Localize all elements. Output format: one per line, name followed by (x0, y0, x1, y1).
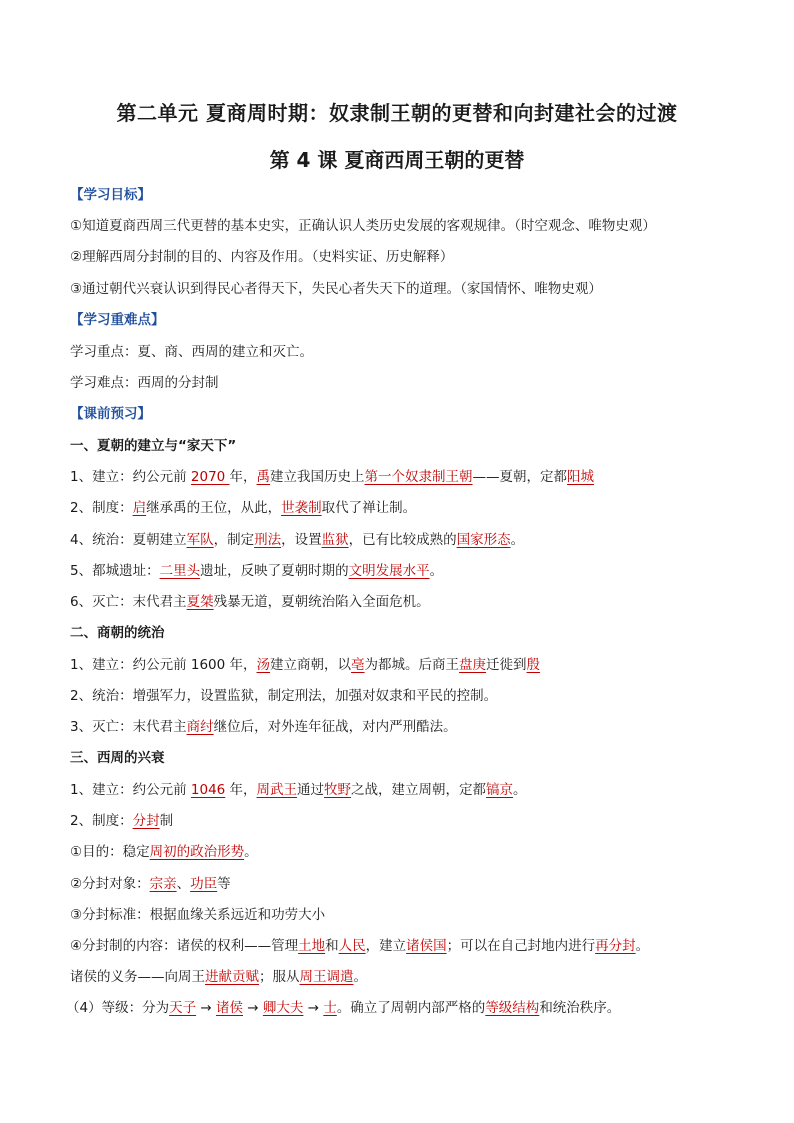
text-segment: （4）等级：分为 (66, 1000, 170, 1016)
text-segment: ④分封制的内容：诸侯的权利——管理 (70, 938, 299, 954)
zhou-heading: 三、西周的兴衰 (70, 750, 165, 766)
fill-blank: 人民 (338, 938, 366, 954)
xia-line-4 (70, 561, 443, 581)
key-difficulty: 学习难点：西周的分封制 (70, 375, 219, 391)
arrow-icon: → (303, 1000, 324, 1016)
text-segment: 继承禹的王位，从此， (146, 500, 282, 516)
xia-line-3 (70, 530, 524, 550)
fill-blank: 启 (132, 500, 147, 516)
shang-heading: 二、商朝的统治 (70, 625, 165, 641)
xia-line-2 (70, 498, 416, 518)
fill-blank: 诸侯 (216, 1000, 243, 1016)
text-segment: 建立我国历史上 (270, 469, 365, 485)
zhou-line-4 (70, 874, 231, 894)
text-segment: 。 (635, 938, 650, 954)
text-segment: ；服从 (259, 969, 300, 985)
text-segment: 通过 (297, 782, 325, 798)
fill-blank: 土地 (298, 938, 326, 954)
text-segment: 残暴无道，夏朝统治陷入全面危机。 (213, 594, 430, 610)
text-segment: ——夏朝，定都 (472, 469, 568, 485)
text-segment: 之战，建立周朝，定都 (351, 782, 487, 798)
key-points-heading: 【学习重难点】 (70, 312, 165, 328)
xia-heading: 一、夏朝的建立与“家天下” (70, 438, 237, 454)
fill-blank: 汤 (256, 657, 271, 673)
text-segment: 1、建立：约公元前 1600 年， (70, 657, 257, 673)
fill-blank: 亳 (351, 657, 365, 673)
fill-blank: 刑法 (254, 532, 282, 548)
text-segment: 迁徙到 (486, 657, 527, 673)
fill-blank: 诸侯国 (406, 938, 447, 954)
shang-line-2: 2、统治：增强军力，设置监狱，制定刑法，加强对奴隶和平民的控制。 (70, 688, 498, 704)
fill-blank: 2070 (190, 469, 230, 485)
text-segment: 等 (217, 876, 231, 892)
unit-title: 第二单元 夏商周时期：奴隶制王朝的更替和向封建社会的过渡 (116, 101, 678, 125)
fill-blank: 士 (323, 1000, 337, 1016)
text-segment: 和 (325, 938, 339, 954)
fill-blank: 等级结构 (485, 1000, 540, 1016)
zhou-line-5: ③分封标准：根据血缘关系远近和功劳大小 (70, 907, 326, 923)
xia-line-1 (70, 467, 594, 487)
goal-item-1: ①知道夏商西周三代更替的基本史实，正确认识人类历史发展的客观规律。（时空观念、唯物史观） (70, 218, 656, 234)
text-segment: 。 (513, 782, 527, 798)
text-segment: 。 (510, 532, 525, 548)
fill-blank: 功臣 (190, 876, 218, 892)
text-segment: 。 (429, 563, 444, 579)
fill-blank: 国家形态 (456, 532, 511, 548)
text-segment: ；可以在自己封地内进行 (446, 938, 596, 954)
text-segment: 制 (159, 813, 174, 829)
text-segment: 6、灭亡：末代君主 (70, 594, 187, 610)
text-segment: 2、制度： (70, 500, 133, 516)
goals-heading: 【学习目标】 (70, 187, 151, 203)
text-segment: ，已有比较成熟的 (348, 532, 457, 548)
fill-blank: 殷 (526, 657, 541, 673)
text-segment: 5、都城遗址： (70, 563, 160, 579)
fill-blank: 商纣 (186, 719, 214, 735)
fill-blank: 1046 (190, 782, 226, 798)
text-segment: 。 (353, 969, 367, 985)
zhou-line-1 (70, 780, 527, 800)
zhou-line-2 (70, 811, 173, 831)
text-segment: 、 (176, 876, 191, 892)
text-segment: 取代了禅让制。 (321, 500, 417, 516)
text-segment: 3、灭亡：末代君主 (70, 719, 187, 735)
fill-blank: 镐京 (486, 782, 514, 798)
text-segment: ②分封对象： (70, 876, 150, 892)
text-segment: ，建立 (365, 938, 407, 954)
fill-blank: 周武王 (256, 782, 298, 798)
fill-blank: 军队 (186, 532, 214, 548)
fill-blank: 宗亲 (149, 876, 177, 892)
fill-blank: 分封 (132, 813, 160, 829)
arrow-icon: → (196, 1000, 216, 1016)
fill-blank: 天子 (169, 1000, 197, 1016)
text-segment: 建立商朝，以 (270, 657, 352, 673)
text-segment: 。 (244, 844, 258, 860)
text-segment: ，制定 (213, 532, 255, 548)
fill-blank: 周初的政治形势 (149, 844, 245, 860)
fill-blank: 周王调遣 (299, 969, 354, 985)
text-segment: ①目的：稳定 (70, 844, 150, 860)
fill-blank: 进献贡赋 (205, 969, 259, 985)
zhou-line-6 (70, 936, 649, 956)
fill-blank: 监狱 (321, 532, 349, 548)
lesson-title: 第 4 课 夏商西周王朝的更替 (269, 148, 525, 172)
zhou-line-7 (70, 967, 367, 987)
fill-blank: 第一个奴隶制王朝 (364, 469, 473, 485)
text-segment: 继位后，对外连年征战，对内严刑酷法。 (213, 719, 457, 735)
key-focus: 学习重点：夏、商、西周的建立和灭亡。 (70, 344, 313, 360)
zhou-line-3 (70, 842, 258, 862)
fill-blank: 禹 (256, 469, 271, 485)
text-segment: 诸侯的义务——向周王 (70, 969, 205, 985)
fill-blank: 牧野 (324, 782, 352, 798)
text-segment: 为都城。后商王 (364, 657, 460, 673)
text-segment: 年， (225, 782, 257, 798)
shang-line-3 (70, 717, 457, 737)
text-segment: 2、制度： (70, 813, 133, 829)
goal-item-2: ②理解西周分封制的目的、内容及作用。（史料实证、历史解释） (70, 249, 454, 265)
text-segment: 。确立了周朝内部严格的 (336, 1000, 486, 1016)
zhou-line-8 (66, 998, 620, 1018)
text-segment: 和统治秩序。 (539, 1000, 621, 1016)
goal-item-3: ③通过朝代兴衰认识到得民心者得天下，失民心者失天下的道理。（家国情怀、唯物史观） (70, 281, 602, 297)
shang-line-1 (70, 655, 540, 675)
fill-blank: 二里头 (159, 563, 201, 579)
text-segment: 年， (229, 469, 257, 485)
fill-blank: 卿大夫 (262, 1000, 304, 1016)
text-segment: 1、建立：约公元前 (70, 469, 191, 485)
fill-blank: 夏桀 (186, 594, 214, 610)
text-segment: 遗址，反映了夏朝时期的 (200, 563, 349, 579)
fill-blank: 世袭制 (281, 500, 322, 516)
fill-blank: 盘庚 (459, 657, 487, 673)
text-segment: ，设置 (281, 532, 322, 548)
fill-blank: 阳城 (567, 469, 595, 485)
preview-heading: 【课前预习】 (70, 406, 151, 422)
fill-blank: 文明发展水平 (348, 563, 430, 579)
text-segment: 4、统治：夏朝建立 (70, 532, 187, 548)
fill-blank: 再分封 (595, 938, 636, 954)
text-segment: 1、建立：约公元前 (70, 782, 191, 798)
xia-line-5 (70, 592, 430, 612)
arrow-icon: → (243, 1000, 263, 1016)
